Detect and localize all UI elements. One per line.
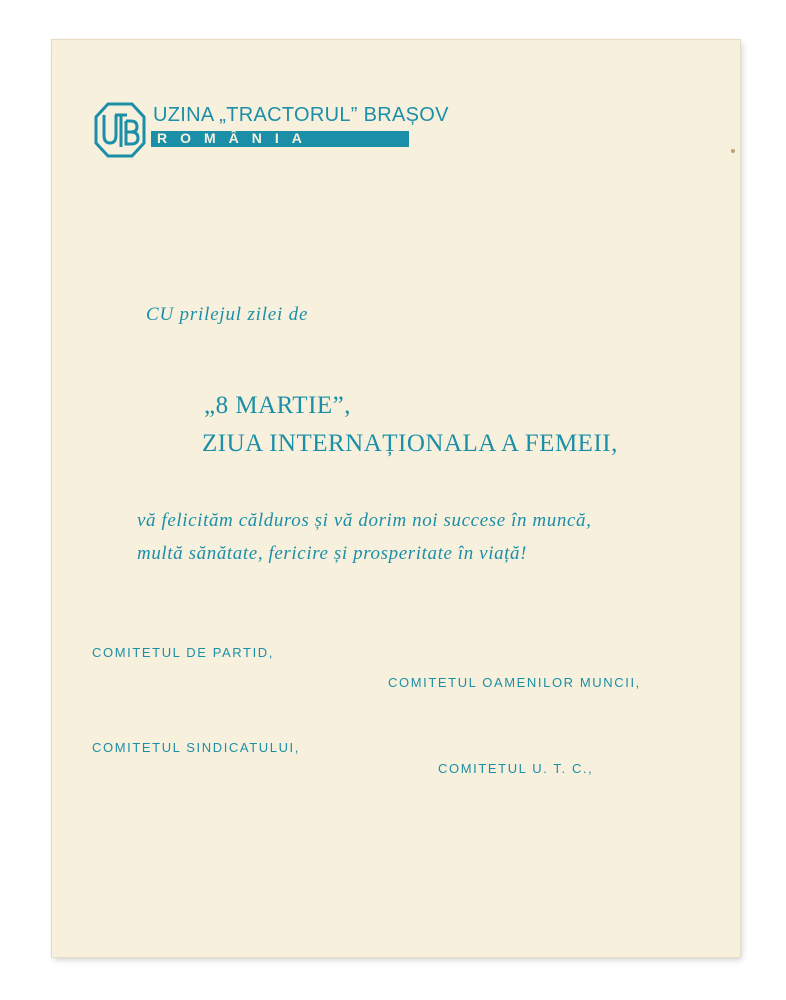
company-name: UZINA „TRACTORUL” BRAȘOV <box>153 104 449 126</box>
utb-logo-icon <box>93 101 147 159</box>
headline-date: „8 MARTIE”, <box>204 392 352 419</box>
signature-utc-committee: COMITETUL U. T. C., <box>438 761 594 776</box>
wish-line-1: vă felicităm călduros și vă dorim noi succese în muncă, <box>137 510 592 531</box>
signature-workers-committee: COMITETUL OAMENILOR MUNCII, <box>388 675 641 690</box>
greeting-card <box>52 40 740 957</box>
headline-occasion: ZIUA INTERNAȚIONALA A FEMEII, <box>202 430 618 457</box>
signature-union-committee: COMITETUL SINDICATULUI, <box>92 740 300 755</box>
intro-line: CU prilejul zilei de <box>146 304 309 325</box>
wish-line-2: multă sănătate, fericire și prosperitate în viață! <box>137 543 528 564</box>
paper-speck <box>731 149 735 153</box>
country-banner: ROMÂNIA <box>151 131 409 147</box>
signature-party-committee: COMITETUL DE PARTID, <box>92 645 274 660</box>
